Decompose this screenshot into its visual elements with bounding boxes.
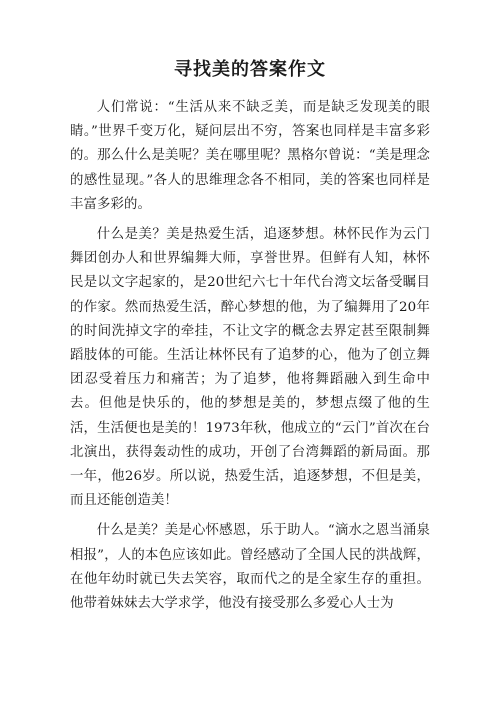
- paragraph: 什么是美？美是心怀感恩，乐于助人。“滴水之恩当涌泉相报”，人的本色应该如此。曾经感动了全国人民的洪战辉，在他年幼时就已失去笑容，取而代之的是全家生存的重担。他带着妹妹去大学求学，他没有接受那么多爱心人士为: [70, 523, 430, 612]
- paragraph: 人们常说：“生活从来不缺乏美，而是缺乏发现美的眼睛。”世界千变万化，疑问层出不穷，答案也同样是丰富多彩的。那么什么是美呢？美在哪里呢？黑格尔曾说：“美是理念的感性显现。”各人的思维理念各不相同，美的答案也同样是丰富多彩的。: [70, 100, 430, 212]
- document-body: [70, 96, 430, 622]
- document-title: 寻找美的答案作文: [174, 59, 326, 80]
- paragraph: 什么是美？美是热爱生活，追逐梦想。林怀民作为云门舞团创办人和世界编舞大师，享誉世界。但鲜有人知，林怀民是以文字起家的，是20世纪六七十年代台湾文坛备受瞩目的作家。然而热爱生活，醉心梦想的他，为了编舞用了20年的时间洗掉文字的牵挂，不让文字的概念去界定甚至限制舞蹈肢体的可能。生活让林怀民有了追梦的心，他为了创立舞团忍受着压力和痛苦；为了追梦，他将舞蹈融入到生命中去。但他是快乐的，他的梦想是美的，梦想点缀了他的生活，生活便也是美的！1973年秋，他成立的“云门”首次在台北演出，获得轰动性的成功，开创了台湾舞蹈的新局面。那一年，他26岁。所以说，热爱生活，追逐梦想，不但是美，而且还能创造美！: [70, 227, 430, 509]
